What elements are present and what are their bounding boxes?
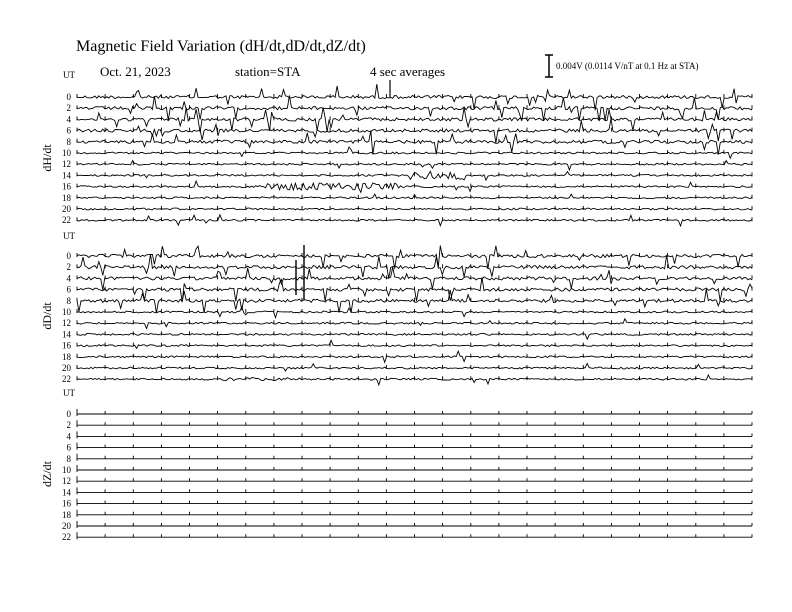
hour-label: 22 <box>62 532 71 543</box>
trace-line <box>77 254 752 278</box>
averaging-label: 4 sec averages <box>370 64 446 79</box>
ut-label: UT <box>63 70 75 80</box>
ut-label: UT <box>63 388 75 398</box>
trace-line <box>77 171 752 180</box>
trace-line <box>77 363 752 371</box>
trace-line <box>77 340 752 348</box>
scale-label: 0.004V (0.0114 V/nT at 0.1 Hz at STA) <box>556 61 699 71</box>
hour-label: 6 <box>66 125 71 136</box>
hour-label: 8 <box>66 136 71 147</box>
hour-label: 4 <box>66 431 71 442</box>
trace-line <box>77 510 752 517</box>
hour-label: 22 <box>62 215 71 226</box>
hour-label: 4 <box>66 114 71 125</box>
hour-label: 16 <box>62 340 71 351</box>
trace-line <box>77 307 752 318</box>
trace-line <box>77 465 752 472</box>
trace-line <box>77 532 752 539</box>
hour-label: 12 <box>62 159 71 170</box>
hour-label: 6 <box>66 442 71 453</box>
hour-label: 14 <box>62 170 71 181</box>
hour-label: 4 <box>66 273 71 284</box>
hour-label: 2 <box>66 103 71 114</box>
trace-line <box>77 443 752 450</box>
date-label: Oct. 21, 2023 <box>100 64 171 79</box>
trace-line <box>77 206 752 210</box>
trace-line <box>77 431 752 438</box>
hour-label: 14 <box>62 329 71 340</box>
hour-label: 20 <box>62 204 71 214</box>
spike-mark <box>296 245 304 300</box>
hour-label: 16 <box>62 498 71 509</box>
hour-label: 2 <box>66 420 71 431</box>
panel-ylabel: dZ/dt <box>40 461 54 487</box>
trace-line <box>77 181 752 192</box>
hour-label: 20 <box>62 521 71 531</box>
hour-label: 8 <box>66 453 71 464</box>
hour-label: 18 <box>62 351 71 362</box>
hour-label: 0 <box>66 251 71 261</box>
trace-line <box>77 331 752 339</box>
trace-line <box>77 215 752 226</box>
hour-label: 10 <box>62 148 71 158</box>
hour-label: 16 <box>62 181 71 192</box>
trace-line <box>77 375 752 385</box>
trace-line <box>77 420 752 427</box>
station-label: station=STA <box>235 64 301 79</box>
chart-title: Magnetic Field Variation (dH/dt,dD/dt,dZ/dt) <box>76 38 366 55</box>
hour-label: 12 <box>62 476 71 487</box>
trace-line <box>77 351 752 362</box>
panel-ylabel: dD/dt <box>40 302 54 330</box>
trace-line <box>77 454 752 461</box>
hour-label: 10 <box>62 465 71 475</box>
panel-dZ-dt <box>40 388 752 542</box>
ut-label: UT <box>63 231 75 241</box>
trace-line <box>77 487 752 494</box>
trace-line <box>77 319 752 329</box>
hour-label: 0 <box>66 409 71 419</box>
hour-label: 20 <box>62 363 71 373</box>
hour-label: 18 <box>62 192 71 203</box>
trace-line <box>77 409 752 416</box>
trace-line <box>77 476 752 483</box>
trace-line <box>77 499 752 506</box>
trace-line <box>77 521 752 528</box>
hour-label: 2 <box>66 262 71 273</box>
trace-line <box>77 147 752 158</box>
hour-label: 14 <box>62 487 71 498</box>
hour-label: 0 <box>66 92 71 102</box>
panel-dD-dt <box>40 231 752 385</box>
hour-label: 12 <box>62 318 71 329</box>
hour-label: 6 <box>66 284 71 295</box>
hour-label: 18 <box>62 509 71 520</box>
hour-label: 10 <box>62 307 71 317</box>
hour-label: 8 <box>66 295 71 306</box>
scale-bar-icon <box>545 55 553 77</box>
panel-dH-dt <box>40 70 752 226</box>
hour-label: 22 <box>62 374 71 385</box>
trace-line <box>77 267 752 290</box>
trace-line <box>77 161 752 171</box>
trace-line <box>77 194 752 199</box>
panel-ylabel: dH/dt <box>40 144 54 172</box>
